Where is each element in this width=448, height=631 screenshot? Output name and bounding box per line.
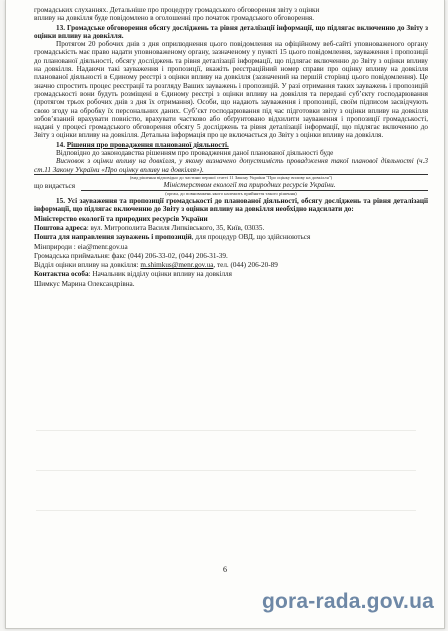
contact-person-label: Контактна особа	[34, 270, 89, 279]
section-14-body: Відповідно до законодавства рішенням про провадження даної планованої діяльності буде	[56, 149, 334, 158]
section-14-issued-label: що видається	[34, 182, 76, 191]
section-13-heading	[34, 24, 428, 41]
contact-department-email[interactable]: m.shimkus@menr.gov.ua	[140, 261, 214, 270]
faint-rule	[36, 430, 416, 431]
document-page	[5, 0, 445, 629]
intro-line-1: громадських слуханнях. Детальніше про процедуру громадського обговорення звіту з оцінки	[34, 6, 320, 14]
section-15-number: 15.	[56, 197, 65, 206]
site-watermark: gora-rada.gov.ua	[261, 590, 434, 613]
contact-address	[34, 224, 428, 232]
contact-reception: Громадська приймальня: факс (044) 206-33-02, (044) 206-31-39.	[34, 251, 228, 260]
page-number: 6	[223, 565, 227, 574]
contact-person	[34, 270, 428, 278]
section-14-number: 14.	[56, 140, 65, 149]
section-14-authority-line	[34, 181, 428, 190]
contact-mail	[34, 233, 428, 241]
contact-mail-value: , для процедур ОВД, що здійснюються	[191, 233, 311, 242]
contact-mail-label: Пошта для направлення зауважень і пропозицій	[34, 233, 192, 242]
contact-person-role: : Начальник відділу оцінки впливу на довкілля	[88, 270, 232, 279]
faint-rule	[36, 470, 416, 471]
section-14-heading	[34, 141, 428, 149]
contact-address-label: Поштова адреса	[34, 223, 87, 232]
contact-department	[34, 261, 428, 269]
intro-line-2: впливу на довкілля буде повідомлено в оголошенні про початок громадського обговорення.	[34, 14, 315, 23]
section-14-title: Рішення про провадження планованої діяльності.	[66, 140, 229, 149]
section-14-decision: Висновок з оцінки впливу на довкілля, у якому визначено допустимість провадження такої планової діяльності (ч.3 ст.11 Закону України «Про оцінку впливу на довкілля»).	[34, 157, 428, 174]
page-content	[34, 6, 428, 288]
section-15-title: Усі зауваження та пропозиції громадськості до планованої діяльності, обсягу досліджень та рівня деталізації інформації, що підлягає включенню до Звіту з оцінки впливу на довкілля необхідно надсилати до:	[34, 197, 428, 214]
contact-department-label: Відділ оцінки впливу на довкілля:	[34, 261, 141, 270]
section-14-note-decision: (вид рішення відповідно до частини першої статті 11 Закону України "Про оцінку впливу на довкілля")	[129, 174, 333, 180]
section-13-body: Протягом 20 робочих днів з дня оприлюднення цього повідомлення на офіційному веб-сайті уповноваженого органу громадськість має право надати уповноваженому органу, зазначеному у пункті 15 цього повідомлення, зауваження і пропозиції до планованої діяльності, обсягу досліджень та рівня деталізації інформації, що підлягає включенню до Звіту з оцінки впливу на довкілля. Надаючи такі зауваження і пропозиції, вкажіть реєстраційний номер справи про оцінку впливу на довкілля планованої діяльності в Єдиному реєстрі з оцінки впливу на довкілля (зазначений на першій сторінці цього повідомлення). Це значно спростить процес реєстрації та розгляду Ваших зауважень і пропозицій. У разі отримання таких зауважень і пропозицій громадськості вони будуть розміщені в Єдиному реєстрі з оцінки впливу на довкілля та передані суб’єкту господарювання (протягом трьох робочих днів з дня їх отримання). Особи, що надають зауваження і пропозиції, своїм підписом засвідчують свою згоду на обробку їх персональних даних. Суб’єкт господарювання під час підготовки звіту з оцінки впливу на довкілля зобов’язаний врахувати повністю, врахувати частково або обґрунтовано відхилити зауваження і пропозиції громадськості, надані у процесі громадського обговорення обсягу 5 досліджень та рівня деталізації інформації, що підлягає включенню до Звіту з оцінки впливу на довкілля. Детальна інформація про це включається до Звіту з оцінки впливу на довкілля.	[34, 40, 428, 140]
section-13-title: Громадське обговорення обсягу досліджень та рівня деталізації інформації, що підлягає включенню до Звіту з оцінки впливу на довкілля.	[34, 23, 428, 40]
faint-rule	[36, 510, 416, 511]
contact-person-name: Шимкус Марина Олександрівна.	[34, 279, 135, 288]
contact-organization: Міністерство екології та природних ресурсів України	[34, 214, 208, 223]
contact-mail-email: Мінприроди : eia@menr.gov.ua	[34, 242, 128, 251]
section-15-heading	[34, 197, 428, 214]
contact-department-phone: , тел. (044) 206-20-89	[213, 261, 278, 270]
section-13-number: 13.	[56, 23, 65, 32]
section-14-ministry: Міністерством екології та природних ресурсів України.	[81, 181, 428, 190]
contact-address-value: : вул. Митрополита Василя Липківського, 35, Київ, 03035.	[86, 223, 265, 232]
section-14-note-authority: (орган, до повноважень якого належить прийняття такого рішення)	[165, 190, 297, 196]
